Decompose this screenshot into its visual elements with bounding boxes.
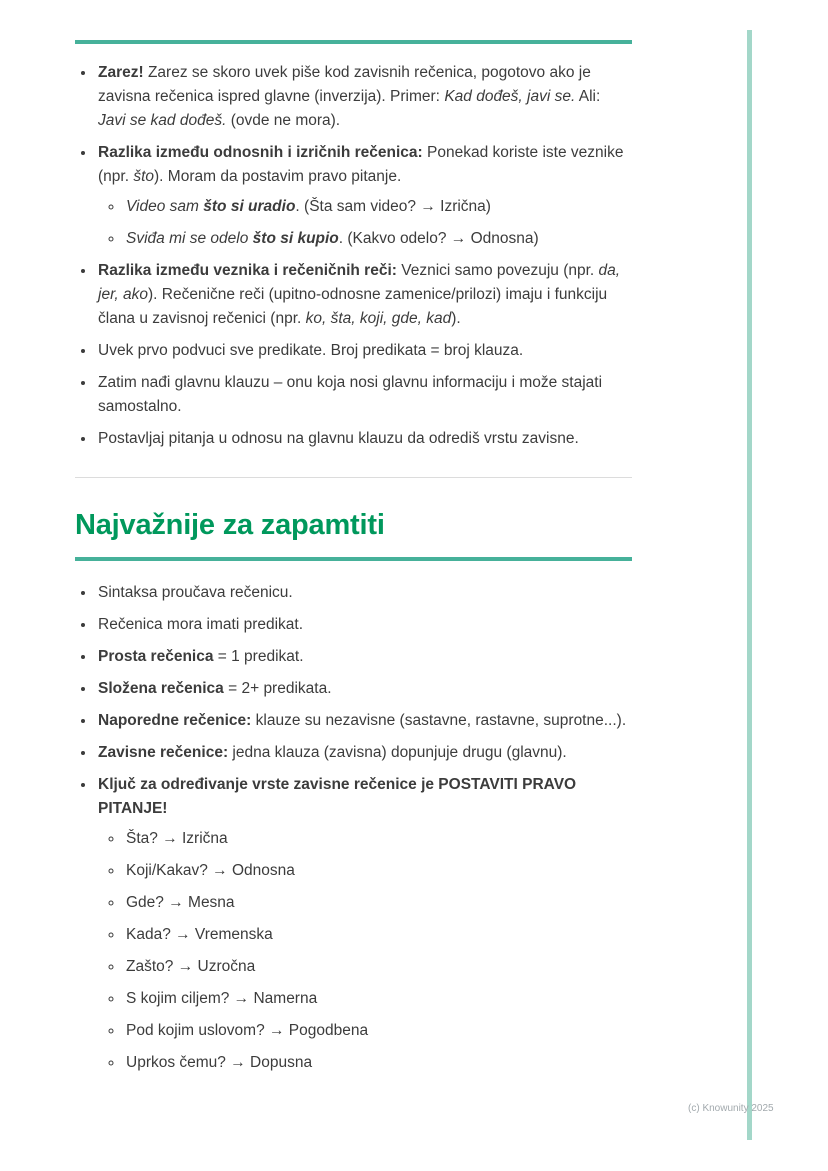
list-item	[96, 613, 632, 637]
text-segment: Veznici samo povezuju (npr.	[396, 262, 599, 279]
text-segment: (ovde ne mora).	[226, 112, 341, 129]
sub-list	[98, 195, 632, 251]
text-segment: Prosta rečenica	[98, 648, 214, 665]
section-separator-line	[75, 477, 632, 478]
sub-list-item	[124, 827, 632, 851]
list-item	[96, 645, 632, 669]
text-segment: Pod kojim uslovom? → Pogodbena	[126, 1022, 369, 1039]
sub-list-item	[124, 987, 632, 1011]
list-item	[96, 677, 632, 701]
text-segment: Zatim nađi glavnu klauzu – onu koja nosi glavnu informaciju i može stajati samostalno.	[98, 374, 603, 415]
text-segment: . (Šta sam video? → Izrična)	[295, 198, 491, 215]
heading-underline-rule	[75, 557, 632, 561]
page-content	[75, 40, 632, 1083]
list-item	[96, 259, 632, 331]
sub-list-item	[124, 955, 632, 979]
text-segment: Zarez se skoro uvek piše kod zavisnih rečenica, pogotovo ako je zavisna rečenica ispred glavne (inverzija). Primer:	[98, 64, 591, 105]
text-segment: Gde? → Mesna	[126, 894, 235, 911]
text-segment: što si kupio	[252, 230, 339, 247]
text-segment: Razlika između veznika i rečeničnih reči:	[98, 262, 397, 279]
list-item	[96, 339, 632, 363]
text-segment: Koji/Kakav? → Odnosna	[126, 862, 295, 879]
text-segment: Šta? → Izrična	[126, 830, 228, 847]
text-segment: ).	[451, 310, 461, 327]
text-segment: jedna klauza (zavisna) dopunjuje drugu (glavnu).	[228, 744, 567, 761]
section-heading: Najvažnije za zapamtiti	[75, 509, 385, 541]
sub-list-item	[124, 923, 632, 947]
text-segment: Javi se kad dođeš.	[98, 112, 227, 129]
list-item	[96, 61, 632, 133]
text-segment: Sviđa mi se odelo	[126, 230, 253, 247]
text-segment: S kojim ciljem? → Namerna	[126, 990, 318, 1007]
text-segment: Složena rečenica	[98, 680, 224, 697]
sub-list-item	[124, 1051, 632, 1075]
text-segment: Kad dođeš, javi se.	[444, 88, 576, 105]
list-item	[96, 709, 632, 733]
sub-list-item	[124, 1019, 632, 1043]
text-segment: Ponekad koriste iste veznike (npr.	[98, 144, 624, 185]
list-item	[96, 371, 632, 419]
text-segment: Sintaksa proučava rečenicu.	[98, 584, 293, 601]
copyright-footer: (c) Knowunity 2025	[688, 1103, 774, 1114]
sub-list-item	[124, 195, 632, 219]
text-segment: = 1 predikat.	[213, 648, 304, 665]
list-item	[96, 741, 632, 765]
text-segment: ko, šta, koji, gde, kad	[305, 310, 452, 327]
text-segment: Zavisne rečenice:	[98, 744, 229, 761]
text-segment: Rečenica mora imati predikat.	[98, 616, 304, 633]
text-segment: Ali:	[575, 88, 601, 105]
text-segment: što si uradio	[203, 198, 296, 215]
text-segment: . (Kakvo odelo? → Odnosna)	[338, 230, 539, 247]
list-item	[96, 773, 632, 1075]
page-edge-accent-bar	[747, 30, 752, 1140]
text-segment: = 2+ predikata.	[223, 680, 332, 697]
list-item	[96, 427, 632, 451]
text-segment: Kada? → Vremenska	[126, 926, 273, 943]
sub-list-item	[124, 227, 632, 251]
text-segment: Razlika između odnosnih i izričnih rečenica:	[98, 144, 423, 161]
text-segment: ). Rečenične reči (upitno-odnosne zamenice/prilozi) imaju i funkciju člana u zavisnoj rečenici (npr.	[98, 286, 608, 327]
text-segment: da, jer, ako	[98, 262, 621, 303]
list-item	[96, 141, 632, 251]
text-segment: Zašto? → Uzročna	[126, 958, 256, 975]
text-segment: što	[133, 168, 155, 185]
text-segment: Uprkos čemu? → Dopusna	[126, 1054, 313, 1071]
text-segment: Naporedne rečenice:	[98, 712, 252, 729]
text-segment: Uvek prvo podvuci sve predikate. Broj predikata = broj klauza.	[98, 342, 524, 359]
text-segment: ). Moram da postavim pravo pitanje.	[154, 168, 402, 185]
text-segment: Video sam	[126, 198, 204, 215]
text-segment: Zarez!	[98, 64, 144, 81]
top-accent-rule	[75, 40, 632, 44]
text-segment: Postavljaj pitanja u odnosu na glavnu klauzu da odrediš vrstu zavisne.	[98, 430, 579, 447]
sub-list-item	[124, 859, 632, 883]
sub-list-item	[124, 891, 632, 915]
text-segment: klauze su nezavisne (sastavne, rastavne, suprotne...).	[251, 712, 627, 729]
list-item	[96, 581, 632, 605]
notes-list	[75, 61, 632, 451]
text-segment: Ključ za određivanje vrste zavisne rečenice je POSTAVITI PRAVO PITANJE!	[98, 776, 577, 817]
sub-list	[98, 827, 632, 1075]
summary-list	[75, 581, 632, 1075]
